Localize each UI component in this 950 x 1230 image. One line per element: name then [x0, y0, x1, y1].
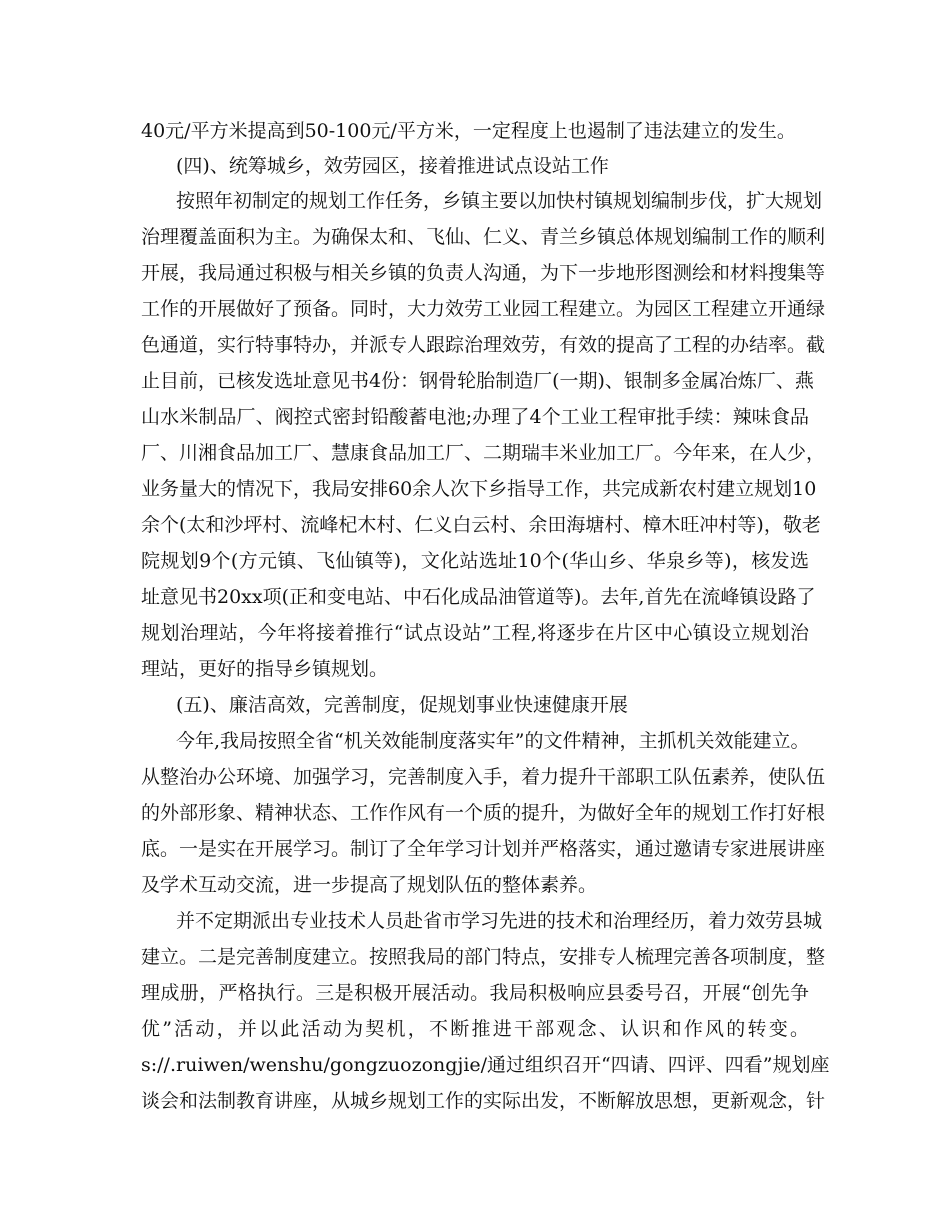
- text-line: 工作的开展做好了预备。同时，大力效劳工业园工程建立。为园区工程建立开通绿: [141, 298, 826, 320]
- text-line: 开展，我局通过积极与相关乡镇的负责人沟通，为下一步地形图测绘和材料搜集等: [141, 262, 826, 284]
- text-line: 厂、川湘食品加工厂、慧康食品加工厂、二期瑞丰米业加工厂。今年来，在人少，: [141, 442, 826, 464]
- text-line: 治理覆盖面积为主。为确保太和、飞仙、仁义、青兰乡镇总体规划编制工作的顺利: [141, 226, 826, 248]
- text-line: 按照年初制定的规划工作任务，乡镇主要以加快村镇规划编制步伐，扩大规划: [176, 190, 823, 212]
- text-line: 山水米制品厂、阀控式密封铅酸蓄电池;办理了4个工业工程审批手续：辣味食品: [141, 406, 809, 428]
- text-line: 从整治办公环境、加强学习，完善制度入手，着力提升干部职工队伍素养，使队伍: [141, 766, 826, 788]
- text-line: 理站，更好的指导乡镇规划。: [141, 658, 389, 680]
- text-line: 40元/平方米提高到50-100元/平方米，一定程度上也遏制了违法建立的发生。: [141, 120, 796, 142]
- text-line: 及学术互动交流，进一步提高了规划队伍的整体素养。: [141, 874, 598, 896]
- text-line: 今年,我局按照全省“机关效能制度落实年”的文件精神，主抓机关效能建立。: [176, 730, 810, 752]
- text-line: 优”活动，并以此活动为契机，不断推进干部观念、认识和作风的转变。: [141, 1018, 809, 1040]
- text-line: 余个(太和沙坪村、流峰杞木村、仁义白云村、余田海塘村、樟木旺冲村等)，敬老: [141, 514, 821, 536]
- text-line: 并不定期派出专业技术人员赴省市学习先进的技术和治理经历，着力效劳县城: [176, 910, 823, 932]
- section-heading-four: (四)、统筹城乡，效劳园区，接着推进试点设站工作: [176, 155, 609, 177]
- text-line: s://.ruiwen/wenshu/gongzuozongjie/通过组织召开“四请、四评、四看”规划座: [141, 1054, 830, 1076]
- section-heading-five: (五)、廉洁高效，完善制度，促规划事业快速健康开展: [176, 694, 628, 716]
- text-line: 色通道，实行特事特办，并派专人跟踪治理效劳，有效的提高了工程的办结率。截: [141, 334, 826, 356]
- text-line: 规划治理站，今年将接着推行“试点设站”工程,将逐步在片区中心镇设立规划治: [141, 622, 809, 644]
- text-line: 谈会和法制教育讲座，从城乡规划工作的实际出发，不断解放思想，更新观念，针: [141, 1090, 826, 1112]
- text-line: 建立。二是完善制度建立。按照我局的部门特点，安排专人梳理完善各项制度，整: [141, 946, 826, 968]
- text-line: 底。一是实在开展学习。制订了全年学习计划并严格落实，通过邀请专家进展讲座: [141, 838, 826, 860]
- text-line: 业务量大的情况下，我局安排60余人次下乡指导工作，共完成新农村建立规划10: [141, 478, 817, 500]
- text-line: 理成册，严格执行。三是积极开展活动。我局积极响应县委号召，开展“创先争: [141, 982, 809, 1004]
- text-line: 的外部形象、精神状态、工作作风有一个质的提升，为做好全年的规划工作打好根: [141, 802, 826, 824]
- text-line: 院规划9个(方元镇、飞仙镇等)，文化站选址10个(华山乡、华泉乡等)，核发选: [141, 550, 809, 572]
- text-line: 址意见书20xx项(正和变电站、中石化成品油管道等)。去年,首先在流峰镇设路了: [141, 586, 816, 608]
- text-line: 止目前，已核发选址意见书4份：钢骨轮胎制造厂(一期)、银制多金属冶炼厂、燕: [141, 370, 814, 392]
